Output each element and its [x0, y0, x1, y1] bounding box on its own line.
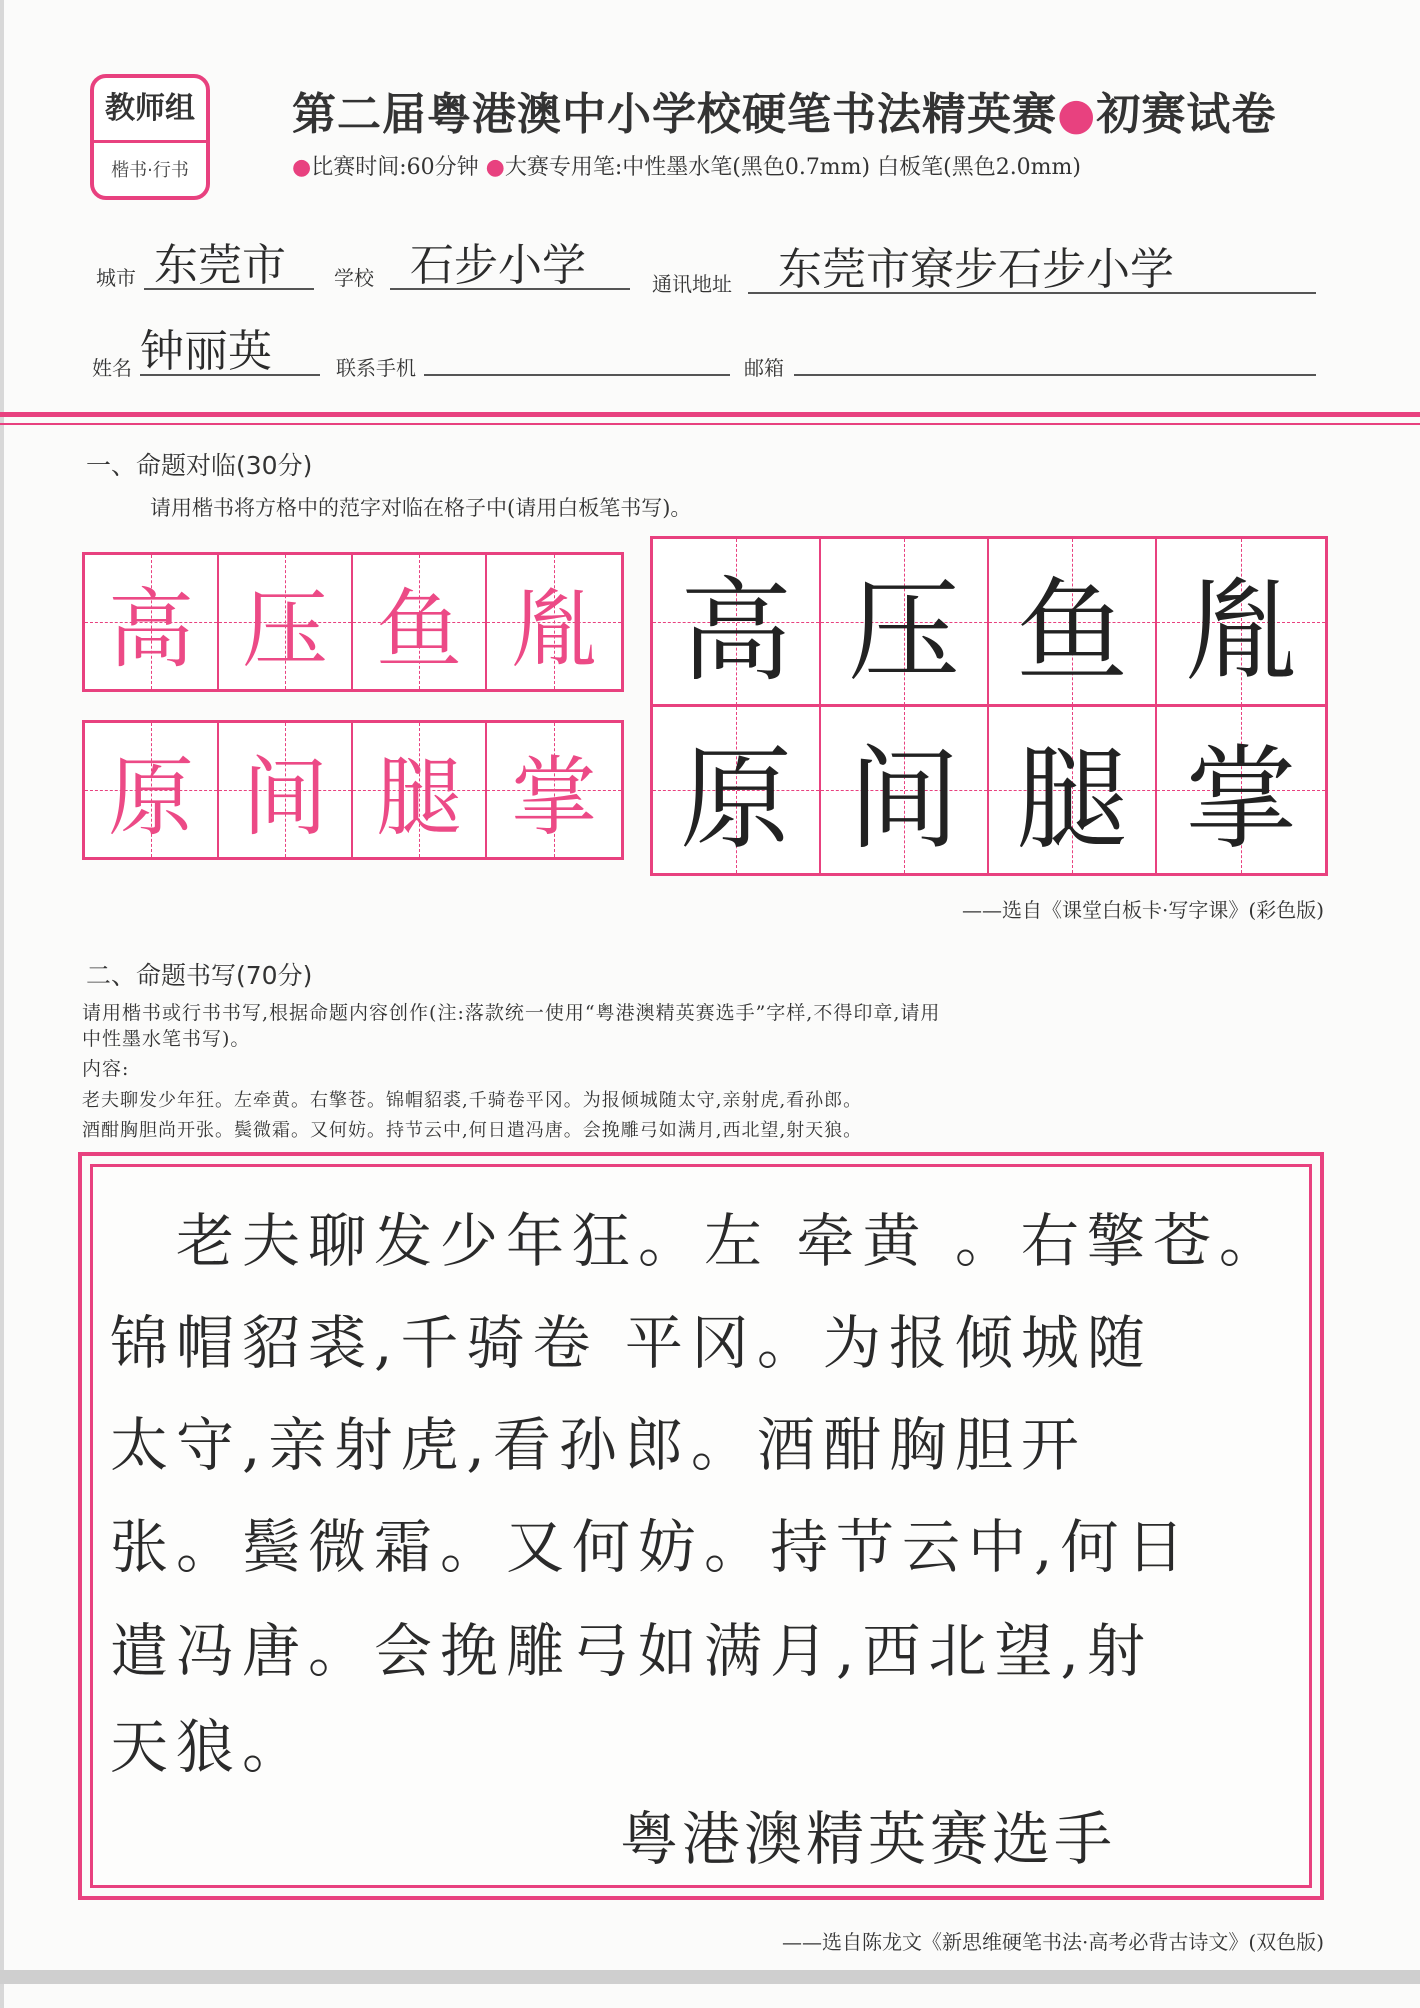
model-grid-row1: [82, 552, 624, 692]
scan-edge: [0, 0, 4, 2008]
exam-pen: 大赛专用笔:中性墨水笔(黑色0.7mm) 白板笔(黑色2.0mm): [504, 155, 1081, 180]
group-badge: [90, 74, 210, 200]
scan-bottom-edge: [0, 1970, 1420, 1984]
school-field[interactable]: [390, 240, 630, 291]
copy-char: 掌: [1185, 734, 1297, 865]
written-line: 张。鬓微霜。又何妨。持节云中,何日: [110, 1513, 1193, 1581]
copy-char: 鱼: [1016, 566, 1128, 697]
model-char: 鱼: [376, 580, 462, 680]
written-line: 太守,亲射虎,看孙郎。酒酣胸胆开: [110, 1411, 1087, 1479]
section2-heading: 二、命题书写(70分): [86, 961, 313, 990]
copy-grid-row1[interactable]: [650, 536, 1328, 708]
exam-info: [292, 150, 1081, 181]
section1-source: ——选自《课堂白板卡·写字课》(彩色版): [962, 898, 1324, 922]
phone-label: 联系手机: [336, 356, 416, 380]
info-dot: ●: [292, 155, 312, 180]
address-label: 通讯地址: [652, 272, 732, 296]
section2-instruction-1: 请用楷书或行书书写,根据命题内容创作(注:落款统一使用“粤港澳精英赛选手”字样,不得印章,请用: [82, 1002, 941, 1024]
model-cell: [85, 555, 219, 689]
section1-instruction: 请用楷书将方格中的范字对临在格子中(请用白板笔书写)。: [150, 496, 692, 520]
copy-cell[interactable]: [821, 707, 989, 873]
section1-heading: 一、命题对临(30分): [86, 451, 313, 480]
copy-cell[interactable]: [989, 707, 1157, 873]
email-label: 邮箱: [744, 356, 784, 380]
city-value: 东莞市: [154, 240, 286, 291]
model-cell: [353, 555, 487, 689]
phone-value-redacted: [424, 330, 730, 338]
copy-cell[interactable]: [653, 539, 821, 705]
email-field[interactable]: [794, 330, 1316, 376]
model-char: 高: [108, 580, 194, 680]
content-label: 内容:: [82, 1058, 130, 1080]
email-value-redacted: [794, 330, 1316, 338]
written-line: 天狼。: [110, 1713, 309, 1781]
copy-char: 高: [680, 566, 792, 697]
city-label: 城市: [96, 266, 136, 290]
copy-grid-row2[interactable]: [650, 704, 1328, 876]
section2-source: ——选自陈龙文《新思维硬笔书法·高考必背古诗文》(双色版): [782, 1930, 1324, 1954]
name-field[interactable]: [140, 326, 320, 377]
school-label: 学校: [334, 266, 374, 290]
written-line: 老夫聊发少年狂。左 牵黄 。右擎苍。: [176, 1207, 1285, 1275]
copy-char: 胤: [1185, 566, 1297, 697]
model-char: 原: [108, 748, 194, 848]
divider-thin: [0, 423, 1420, 425]
name-value: 钟丽英: [140, 326, 272, 377]
model-cell: [219, 723, 353, 857]
model-cell: [219, 555, 353, 689]
model-cell: [487, 723, 621, 857]
copy-cell[interactable]: [821, 539, 989, 705]
section2-instruction-2: 中性墨水笔书写)。: [82, 1028, 251, 1050]
copy-char: 原: [680, 734, 792, 865]
model-cell: [85, 723, 219, 857]
written-line: 遣冯唐。会挽雕弓如满月,西北望,射: [110, 1617, 1153, 1685]
badge-group: 教师组: [105, 91, 195, 126]
divider-thick: [0, 412, 1420, 417]
exam-time: 比赛时间:60分钟: [311, 155, 479, 180]
content-line-1: 老夫聊发少年狂。左牵黄。右擎苍。锦帽貂裘,千骑卷平冈。为报倾城随太守,亲射虎,看孙郎。: [82, 1090, 863, 1111]
model-cell: [353, 723, 487, 857]
city-field[interactable]: [144, 240, 314, 291]
model-char: 间: [242, 748, 328, 848]
phone-field[interactable]: [424, 330, 730, 376]
page-title: [292, 78, 1276, 142]
model-grid-row2: [82, 720, 624, 860]
address-value: 东莞市寮步石步小学: [778, 244, 1174, 295]
title-dot: ●: [1057, 89, 1097, 140]
name-label: 姓名: [92, 356, 132, 380]
copy-cell[interactable]: [989, 539, 1157, 705]
signature: 粤港澳精英赛选手: [620, 1805, 1117, 1873]
model-char: 压: [242, 580, 328, 680]
model-char: 胤: [511, 580, 597, 680]
copy-cell[interactable]: [1157, 539, 1325, 705]
model-char: 腿: [376, 748, 462, 848]
model-cell: [487, 555, 621, 689]
copy-char: 压: [848, 566, 960, 697]
copy-char: 间: [848, 734, 960, 865]
copy-cell[interactable]: [1157, 707, 1325, 873]
model-char: 掌: [511, 748, 597, 848]
content-line-2: 酒酣胸胆尚开张。鬓微霜。又何妨。持节云中,何日遣冯唐。会挽雕弓如满月,西北望,射天狼。: [82, 1120, 863, 1141]
title-suffix: 初赛试卷: [1096, 89, 1277, 140]
info-dot: ●: [485, 155, 505, 180]
address-field[interactable]: [748, 244, 1316, 295]
title-main: 第二届粤港澳中小学校硬笔书法精英赛: [292, 89, 1057, 140]
badge-subtitle: 楷书·行书: [94, 140, 206, 199]
school-value: 石步小学: [410, 240, 586, 291]
written-line: 锦帽貂裘,千骑卷 平冈。为报倾城随: [110, 1309, 1153, 1377]
copy-cell[interactable]: [653, 707, 821, 873]
copy-char: 腿: [1016, 734, 1128, 865]
